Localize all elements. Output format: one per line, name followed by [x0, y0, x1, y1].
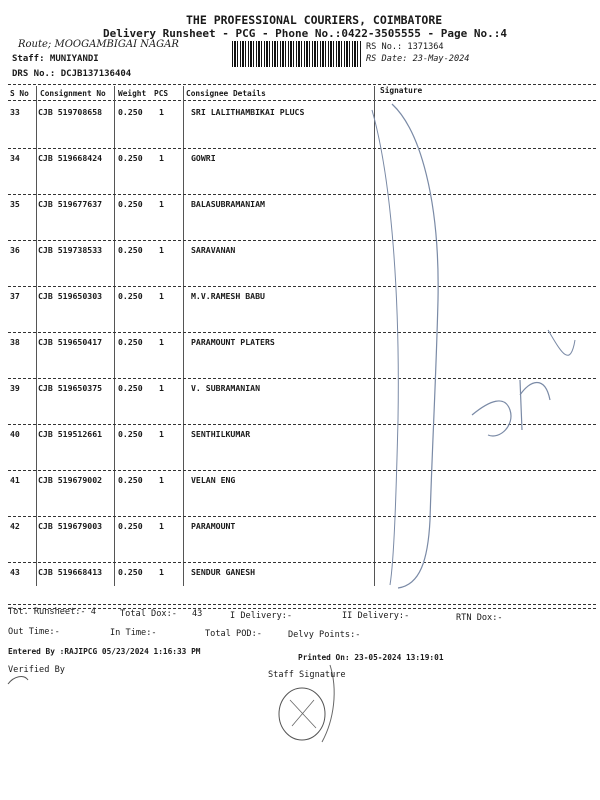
row-sno: 33: [10, 107, 20, 117]
total-runsheet: Tot. Runsheet:- 4: [8, 607, 96, 617]
col-consignment: Consignment No: [40, 89, 106, 98]
row-consignee: SRI LALITHAMBIKAI PLUCS: [191, 107, 305, 117]
row-sno: 40: [10, 429, 20, 439]
ii-delivery: II Delivery:-: [342, 611, 410, 621]
entered-by: Entered By :RAJIPCG 05/23/2024 1:16:33 PM: [8, 647, 201, 656]
company-name: THE PROFESSIONAL COURIERS, COIMBATORE: [186, 13, 443, 27]
row-consignee: SENTHILKUMAR: [191, 429, 251, 439]
col-sno: S No: [10, 89, 29, 98]
row-weight: 0.250: [118, 199, 143, 209]
in-time: In Time:-: [110, 628, 157, 638]
row-consignment-no: CJB 519650417: [38, 337, 103, 347]
row-sno: 37: [10, 291, 20, 301]
row-pcs: 1: [159, 199, 164, 209]
row-consignee: BALASUBRAMANIAM: [191, 199, 265, 209]
row-sno: 38: [10, 337, 20, 347]
rs-date: RS Date: 23-May-2024: [366, 54, 470, 64]
row-pcs: 1: [159, 291, 164, 301]
i-delivery: I Delivery:-: [230, 611, 293, 621]
row-weight: 0.250: [118, 429, 143, 439]
delivery-points: Delvy Points:-: [288, 630, 361, 640]
row-weight: 0.250: [118, 475, 143, 485]
row-weight: 0.250: [118, 567, 143, 577]
rtn-dox: RTN Dox:-: [456, 613, 503, 623]
row-weight: 0.250: [118, 337, 143, 347]
row-sno: 36: [10, 245, 20, 255]
col-signature: Signature: [380, 86, 423, 95]
row-pcs: 1: [159, 429, 164, 439]
printed-on: Printed On: 23-05-2024 13:19:01: [298, 653, 444, 662]
route-label: Route; MOOGAMBIGAI NAGAR: [18, 39, 179, 50]
row-consignment-no: CJB 519650375: [38, 383, 103, 393]
row-consignment-no: CJB 519679003: [38, 521, 103, 531]
total-dox-label: Total Dox:-: [120, 609, 177, 619]
row-consignment-no: CJB 519650303: [38, 291, 103, 301]
row-weight: 0.250: [118, 107, 143, 117]
row-consignee: SARAVANAN: [191, 245, 236, 255]
row-pcs: 1: [159, 107, 164, 117]
row-consignment-no: CJB 519738533: [38, 245, 103, 255]
row-weight: 0.250: [118, 521, 143, 531]
runsheet-title: Delivery Runsheet - PCG - Phone No.:0422-3505555 - Page No.:4: [103, 27, 507, 40]
col-weight: Weight: [118, 89, 147, 98]
row-consignee: V. SUBRAMANIAN: [191, 383, 261, 393]
total-dox-value: 43: [192, 609, 203, 619]
row-sno: 43: [10, 567, 20, 577]
row-weight: 0.250: [118, 291, 143, 301]
row-sno: 39: [10, 383, 20, 393]
col-consignee: Consignee Details: [186, 89, 266, 98]
row-pcs: 1: [159, 567, 164, 577]
row-weight: 0.250: [118, 383, 143, 393]
row-weight: 0.250: [118, 153, 143, 163]
rs-number: RS No.: 1371364: [366, 42, 444, 52]
staff-signature: Staff Signature: [268, 670, 346, 680]
out-time: Out Time:-: [8, 627, 60, 637]
verified-by: Verified By: [8, 665, 65, 675]
row-consignee: VELAN ENG: [191, 475, 236, 485]
row-consignment-no: CJB 519677637: [38, 199, 103, 209]
total-pod: Total POD:-: [205, 629, 262, 639]
row-sno: 35: [10, 199, 20, 209]
row-weight: 0.250: [118, 245, 143, 255]
row-pcs: 1: [159, 383, 164, 393]
row-consignment-no: CJB 519512661: [38, 429, 103, 439]
row-pcs: 1: [159, 337, 164, 347]
row-sno: 34: [10, 153, 20, 163]
row-consignee: PARAMOUNT PLATERS: [191, 337, 275, 347]
row-pcs: 1: [159, 475, 164, 485]
row-consignee: SENDUR GANESH: [191, 567, 256, 577]
row-sno: 41: [10, 475, 20, 485]
row-consignee: PARAMOUNT: [191, 521, 236, 531]
row-consignment-no: CJB 519668413: [38, 567, 103, 577]
row-consignment-no: CJB 519668424: [38, 153, 103, 163]
row-consignee: M.V.RAMESH BABU: [191, 291, 265, 301]
row-sno: 42: [10, 521, 20, 531]
drs-number: DRS No.: DCJB137136404: [12, 69, 132, 79]
row-pcs: 1: [159, 521, 164, 531]
row-consignment-no: CJB 519708658: [38, 107, 103, 117]
row-consignee: GOWRI: [191, 153, 216, 163]
row-pcs: 1: [159, 245, 164, 255]
col-pcs: PCS: [154, 89, 169, 98]
row-consignment-no: CJB 519679002: [38, 475, 103, 485]
staff-label: Staff: MUNIYANDI: [12, 54, 99, 64]
row-pcs: 1: [159, 153, 164, 163]
footer-rule: [8, 604, 596, 605]
